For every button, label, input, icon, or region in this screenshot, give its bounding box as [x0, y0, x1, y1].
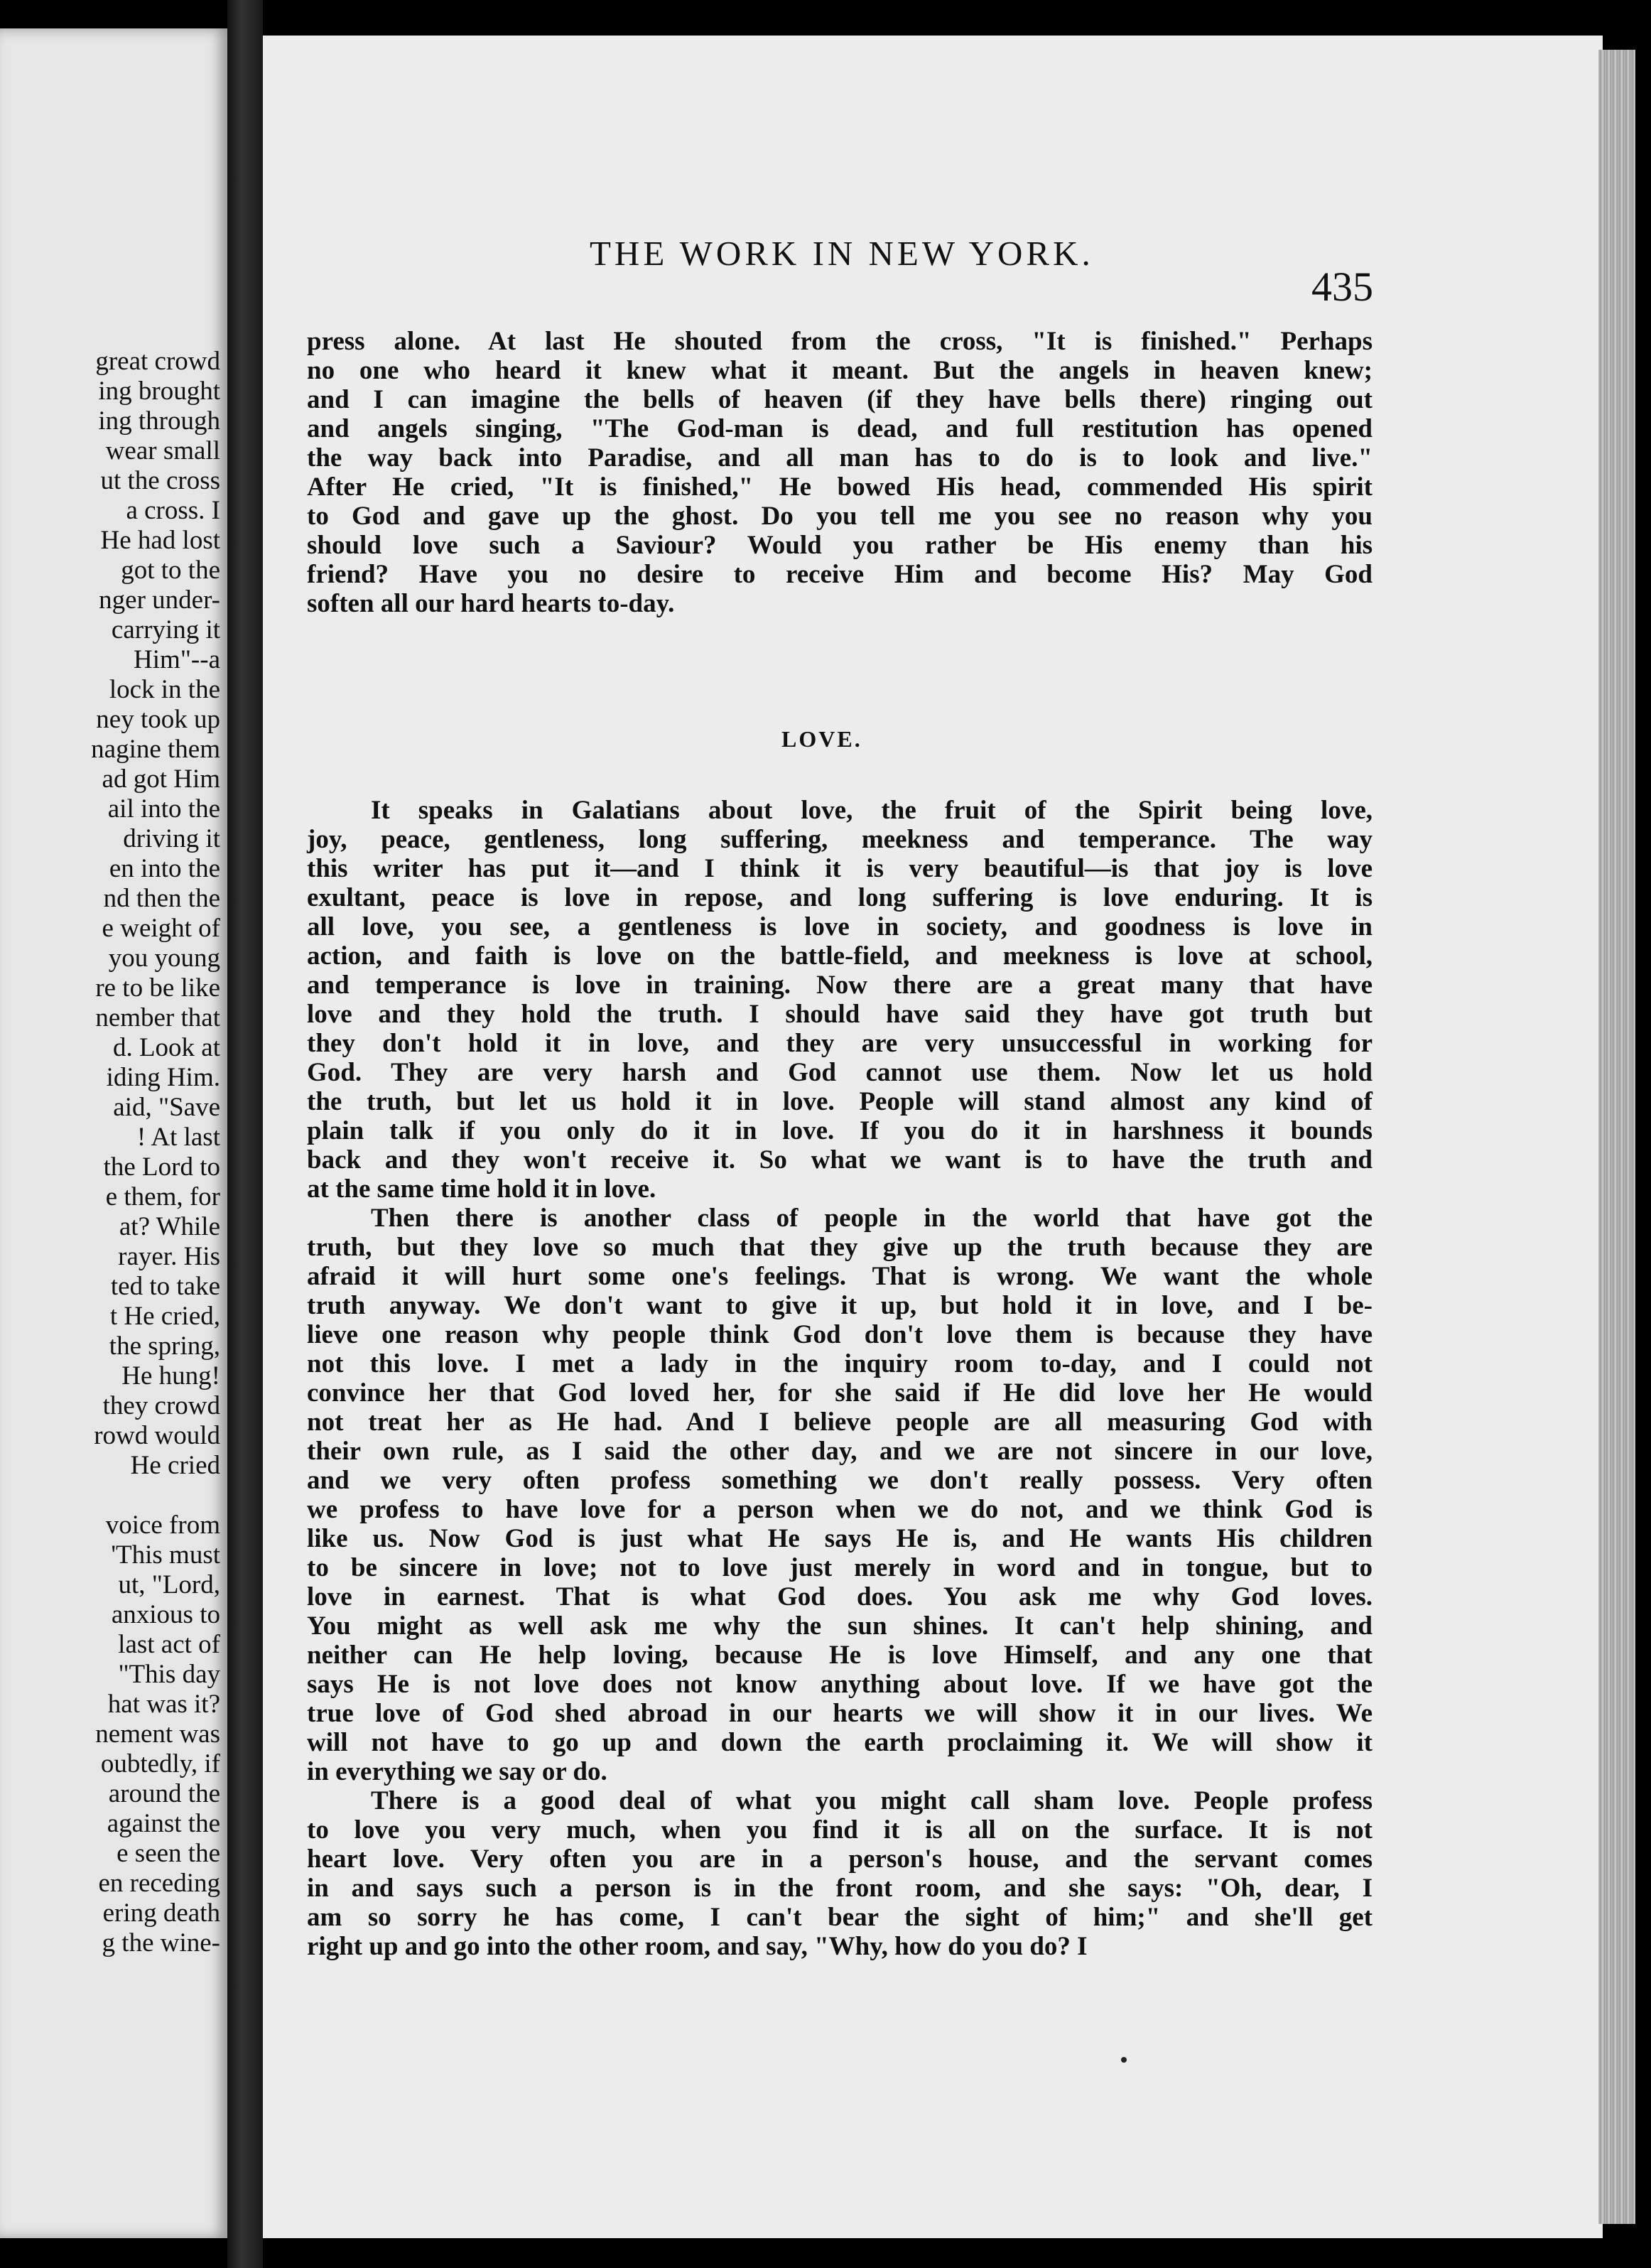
text-line: back and they won't receive it. So what we want is to have the truth and [307, 1145, 1373, 1174]
text-line: press alone. At last He shouted from the cross, "It is finished." Perhaps [307, 327, 1373, 356]
text-line: truth, but they love so much that they give up the truth because they are [307, 1233, 1373, 1262]
text-line: soften all our hard hearts to-day. [307, 589, 675, 618]
text-line: the way back into Paradise, and all man has to do is to look and live." [307, 443, 1373, 472]
previous-page-line: the spring, [109, 1332, 220, 1361]
text-line: and I can imagine the bells of heaven (if they have bells there) ringing out [307, 385, 1373, 414]
previous-page-line: ted to take [110, 1272, 220, 1301]
previous-page-line: ing through [98, 406, 220, 436]
previous-page-line: got to the [121, 556, 220, 585]
previous-page-line: "This day [118, 1660, 220, 1689]
text-line: lieve one reason why people think God don't love them is because they have [307, 1320, 1373, 1349]
book-gutter [227, 0, 263, 2268]
previous-page-line: voice from [105, 1511, 220, 1540]
previous-page-line: around the [108, 1779, 220, 1808]
page-edges [1598, 50, 1635, 2224]
previous-page-line: wear small [105, 436, 220, 465]
previous-page-line: last act of [118, 1630, 220, 1659]
text-line: There is a good deal of what you might call sham love. People profess [371, 1786, 1373, 1815]
text-line: to be sincere in love; not to love just merely in word and in tongue, but to [307, 1553, 1373, 1582]
previous-page-line: great crowd [95, 347, 220, 376]
previous-page-line [0, 1481, 220, 1511]
previous-page-line: lock in the [109, 675, 220, 704]
previous-page-line: d. Look at [112, 1033, 220, 1062]
text-line: not treat her as He had. And I believe people are all measuring God with [307, 1408, 1373, 1437]
paragraph [307, 1204, 1373, 1786]
text-line: to love you very much, when you find it is all on the surface. It is not [307, 1815, 1373, 1845]
previous-page-line: ut the cross [100, 466, 220, 495]
previous-page-line: rowd would [94, 1421, 220, 1450]
text-line: the truth, but let us hold it in love. People will stand almost any kind of [307, 1087, 1373, 1116]
section-heading: LOVE. [781, 726, 862, 752]
opening-paragraph [307, 327, 1373, 618]
text-line: in everything we say or do. [307, 1757, 607, 1786]
previous-page-line: you young [108, 944, 220, 973]
previous-page-line: driving it [123, 824, 220, 853]
previous-page-line: iding Him. [106, 1063, 220, 1092]
text-line: truth anyway. We don't want to give it up, but hold it in love, and I be- [307, 1291, 1373, 1320]
previous-page-line: ing brought [98, 377, 220, 406]
previous-page-line: anxious to [111, 1600, 220, 1629]
text-line: like us. Now God is just what He says He is, and He wants His children [307, 1524, 1373, 1553]
text-line: right up and go into the other room, and say, "Why, how do you do? I [307, 1932, 1088, 1961]
previous-page-line: He hung! [121, 1361, 220, 1390]
text-line: Then there is another class of people in the world that have got the [371, 1204, 1373, 1233]
text-line: heart love. Very often you are in a person's house, and the servant comes [307, 1845, 1373, 1874]
previous-page-fragment [0, 28, 227, 2238]
previous-page-line: ney took up [96, 705, 220, 734]
text-line: After He cried, "It is finished," He bowed His head, commended His spirit [307, 472, 1373, 502]
text-line: am so sorry he has come, I can't bear the sight of him;" and she'll get [307, 1903, 1373, 1932]
text-line: we profess to have love for a person when we do not, and we think God is [307, 1495, 1373, 1524]
previous-page-line: aid, "Save [113, 1093, 220, 1122]
text-line: their own rule, as I said the other day, and we are not sincere in our love, [307, 1437, 1373, 1466]
previous-page-line: they crowd [102, 1391, 220, 1420]
text-line: plain talk if you only do it in love. If you do it in harshness it bounds [307, 1116, 1373, 1145]
text-line: and angels singing, "The God-man is dead, and full restitution has opened [307, 414, 1373, 443]
previous-page-line: rayer. His [118, 1242, 220, 1271]
text-line: joy, peace, gentleness, long suffering, meekness and temperance. The way [307, 825, 1373, 854]
previous-page-line: nement was [95, 1719, 220, 1749]
previous-page-line: ering death [102, 1899, 220, 1928]
previous-page-line: nger under- [99, 585, 220, 615]
previous-page-line: t He cried, [109, 1302, 220, 1331]
text-line: action, and faith is love on the battle-field, and meekness is love at school, [307, 941, 1373, 971]
text-line: and temperance is love in training. Now there are a great many that have [307, 971, 1373, 1000]
previous-page-line: Him"--a [134, 645, 220, 674]
text-line: friend? Have you no desire to receive Him and become His? May God [307, 560, 1373, 589]
text-line: this writer has put it—and I think it is very beautiful—is that joy is love [307, 854, 1373, 883]
previous-page-line: against the [107, 1809, 220, 1838]
text-line: love in earnest. That is what God does. You ask me why God loves. [307, 1582, 1373, 1611]
previous-page-line: carrying it [111, 615, 220, 644]
paragraph [307, 1786, 1373, 1961]
text-line: love and they hold the truth. I should have said they have got truth but [307, 1000, 1373, 1029]
page-number: 435 [1311, 264, 1373, 310]
previous-page-line: He had lost [100, 526, 220, 555]
previous-page-line: en receding [98, 1869, 220, 1898]
text-line: says He is not love does not know anything about love. If we have got the [307, 1670, 1373, 1699]
previous-page-line: g the wine- [102, 1928, 220, 1958]
text-line: You might as well ask me why the sun shines. It can't help shining, and [307, 1611, 1373, 1641]
previous-page-line: e them, for [105, 1182, 220, 1211]
previous-page-line: hat was it? [107, 1690, 220, 1719]
text-line: God. They are very harsh and God cannot use them. Now let us hold [307, 1058, 1373, 1087]
previous-page-line: 'This must [111, 1540, 220, 1570]
text-line: convince her that God loved her, for she said if He did love her He would [307, 1378, 1373, 1408]
previous-page-line: e seen the [117, 1839, 220, 1868]
previous-page-line: re to be like [95, 973, 220, 1003]
text-line: no one who heard it knew what it meant. But the angels in heaven knew; [307, 356, 1373, 385]
previous-page-line: a cross. I [126, 496, 220, 525]
previous-page-line: ad got Him [102, 765, 220, 794]
previous-page-line: at? While [119, 1212, 220, 1241]
previous-page-line: ut, "Lord, [118, 1570, 220, 1599]
text-line: they don't hold it in love, and they are very unsuccessful in working for [307, 1029, 1373, 1058]
text-line: at the same time hold it in love. [307, 1174, 656, 1204]
text-line: will not have to go up and down the earth proclaiming it. We will show it [307, 1728, 1373, 1757]
previous-page-text [0, 347, 220, 1958]
text-line: neither can He help loving, because He is love Himself, and any one that [307, 1641, 1373, 1670]
text-line: It speaks in Galatians about love, the fruit of the Spirit being love, [371, 796, 1373, 825]
text-line: not this love. I met a lady in the inquiry room to-day, and I could not [307, 1349, 1373, 1378]
text-line: all love, you see, a gentleness is love in society, and goodness is love in [307, 912, 1373, 941]
ink-mark [1121, 2057, 1127, 2063]
text-line: exultant, peace is love in repose, and long suffering is love enduring. It is [307, 883, 1373, 912]
previous-page-line: the Lord to [103, 1152, 220, 1182]
previous-page-line: nd then the [103, 884, 220, 913]
previous-page-line: He cried [130, 1451, 220, 1480]
paragraph [307, 796, 1373, 1204]
text-line: to God and gave up the ghost. Do you tell me you see no reason why you [307, 502, 1373, 531]
previous-page-line: nagine them [91, 735, 220, 764]
text-line: and we very often profess something we don't really possess. Very often [307, 1466, 1373, 1495]
previous-page-line: ail into the [107, 794, 220, 824]
love-section-body [307, 796, 1373, 1961]
text-line: afraid it will hurt some one's feelings. That is wrong. We want the whole [307, 1262, 1373, 1291]
previous-page-line: ! At last [136, 1123, 220, 1152]
previous-page-line: oubtedly, if [100, 1749, 220, 1778]
running-head: THE WORK IN NEW YORK. [590, 234, 1094, 273]
previous-page-line: nember that [95, 1003, 220, 1032]
previous-page-line: e weight of [102, 914, 220, 943]
previous-page-line: en into the [109, 854, 220, 883]
text-line: true love of God shed abroad in our hearts we will show it in our lives. We [307, 1699, 1373, 1728]
text-line: should love such a Saviour? Would you rather be His enemy than his [307, 531, 1373, 560]
text-line: in and says such a person is in the front room, and she says: "Oh, dear, I [307, 1874, 1373, 1903]
